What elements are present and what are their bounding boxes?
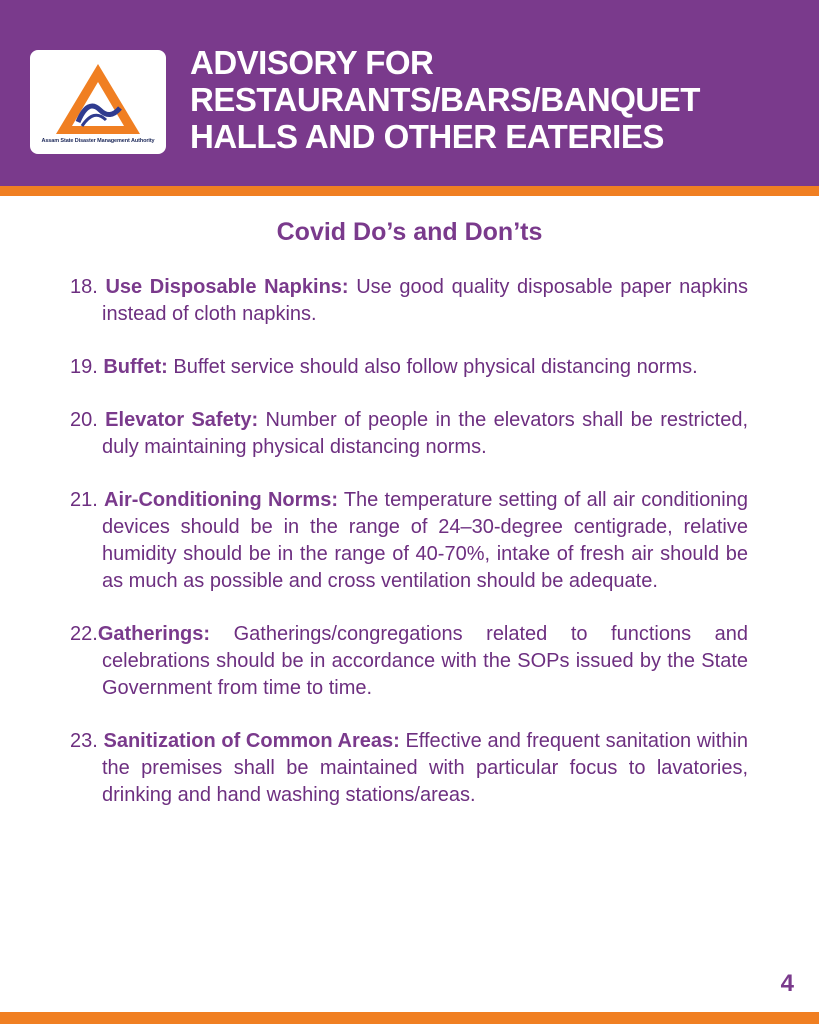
logo-caption: Assam State Disaster Management Authority (41, 138, 155, 144)
item-number: 18. (70, 276, 106, 298)
item-text: Number of people in the elevators shall be restricted, duly maintaining physical distancing norms. (102, 409, 749, 458)
item-text: The temperature setting of all air conditioning devices should be in the range of 24–30-degree centigrade, relative humidity should be in the range of 40-70%, intake of fresh air should be as much as possible and cross ventilation should be adequate. (102, 489, 748, 592)
item-heading: Elevator Safety: (105, 409, 259, 431)
list-item (70, 407, 748, 461)
footer-divider (0, 1012, 819, 1024)
item-heading: Sanitization of Common Areas: (103, 730, 400, 752)
item-number: 22. (70, 623, 98, 645)
item-heading: Buffet: (103, 356, 168, 378)
item-number: 20. (70, 409, 106, 431)
item-heading: Air-Conditioning Norms: (104, 489, 338, 511)
page-number: 4 (780, 970, 794, 997)
title-line: ADVISORY FOR (190, 44, 434, 81)
item-number: 21. (70, 489, 105, 511)
item-heading: Gatherings: (97, 623, 211, 645)
item-text: Effective and frequent sanitation within the premises shall be maintained with particular focus to lavatories, drinking and hand washing stations/areas. (102, 730, 748, 806)
list-item (70, 274, 748, 328)
list-item (70, 728, 748, 809)
advisory-list (70, 274, 748, 835)
title-line: HALLS AND OTHER EATERIES (190, 118, 664, 155)
asdma-logo (30, 50, 166, 154)
page-title (190, 44, 790, 155)
section-heading: Covid Do’s and Don’ts (276, 218, 543, 246)
item-text: Buffet service should also follow physical distancing norms. (167, 356, 698, 378)
list-item (70, 621, 748, 702)
item-text: Gatherings/congregations related to functions and celebrations should be in accordance with the SOPs issued by the State Government from time to time. (102, 623, 748, 699)
item-heading: Use Disposable Napkins: (105, 276, 349, 298)
title-line: RESTAURANTS/BARS/BANQUET (190, 81, 700, 118)
header-divider (0, 186, 819, 196)
list-item (70, 354, 748, 381)
header-banner (0, 0, 819, 186)
list-item (70, 487, 748, 595)
item-number: 23. (70, 730, 104, 752)
item-number: 19. (70, 356, 104, 378)
item-text: Use good quality disposable paper napkins instead of cloth napkins. (102, 276, 749, 325)
